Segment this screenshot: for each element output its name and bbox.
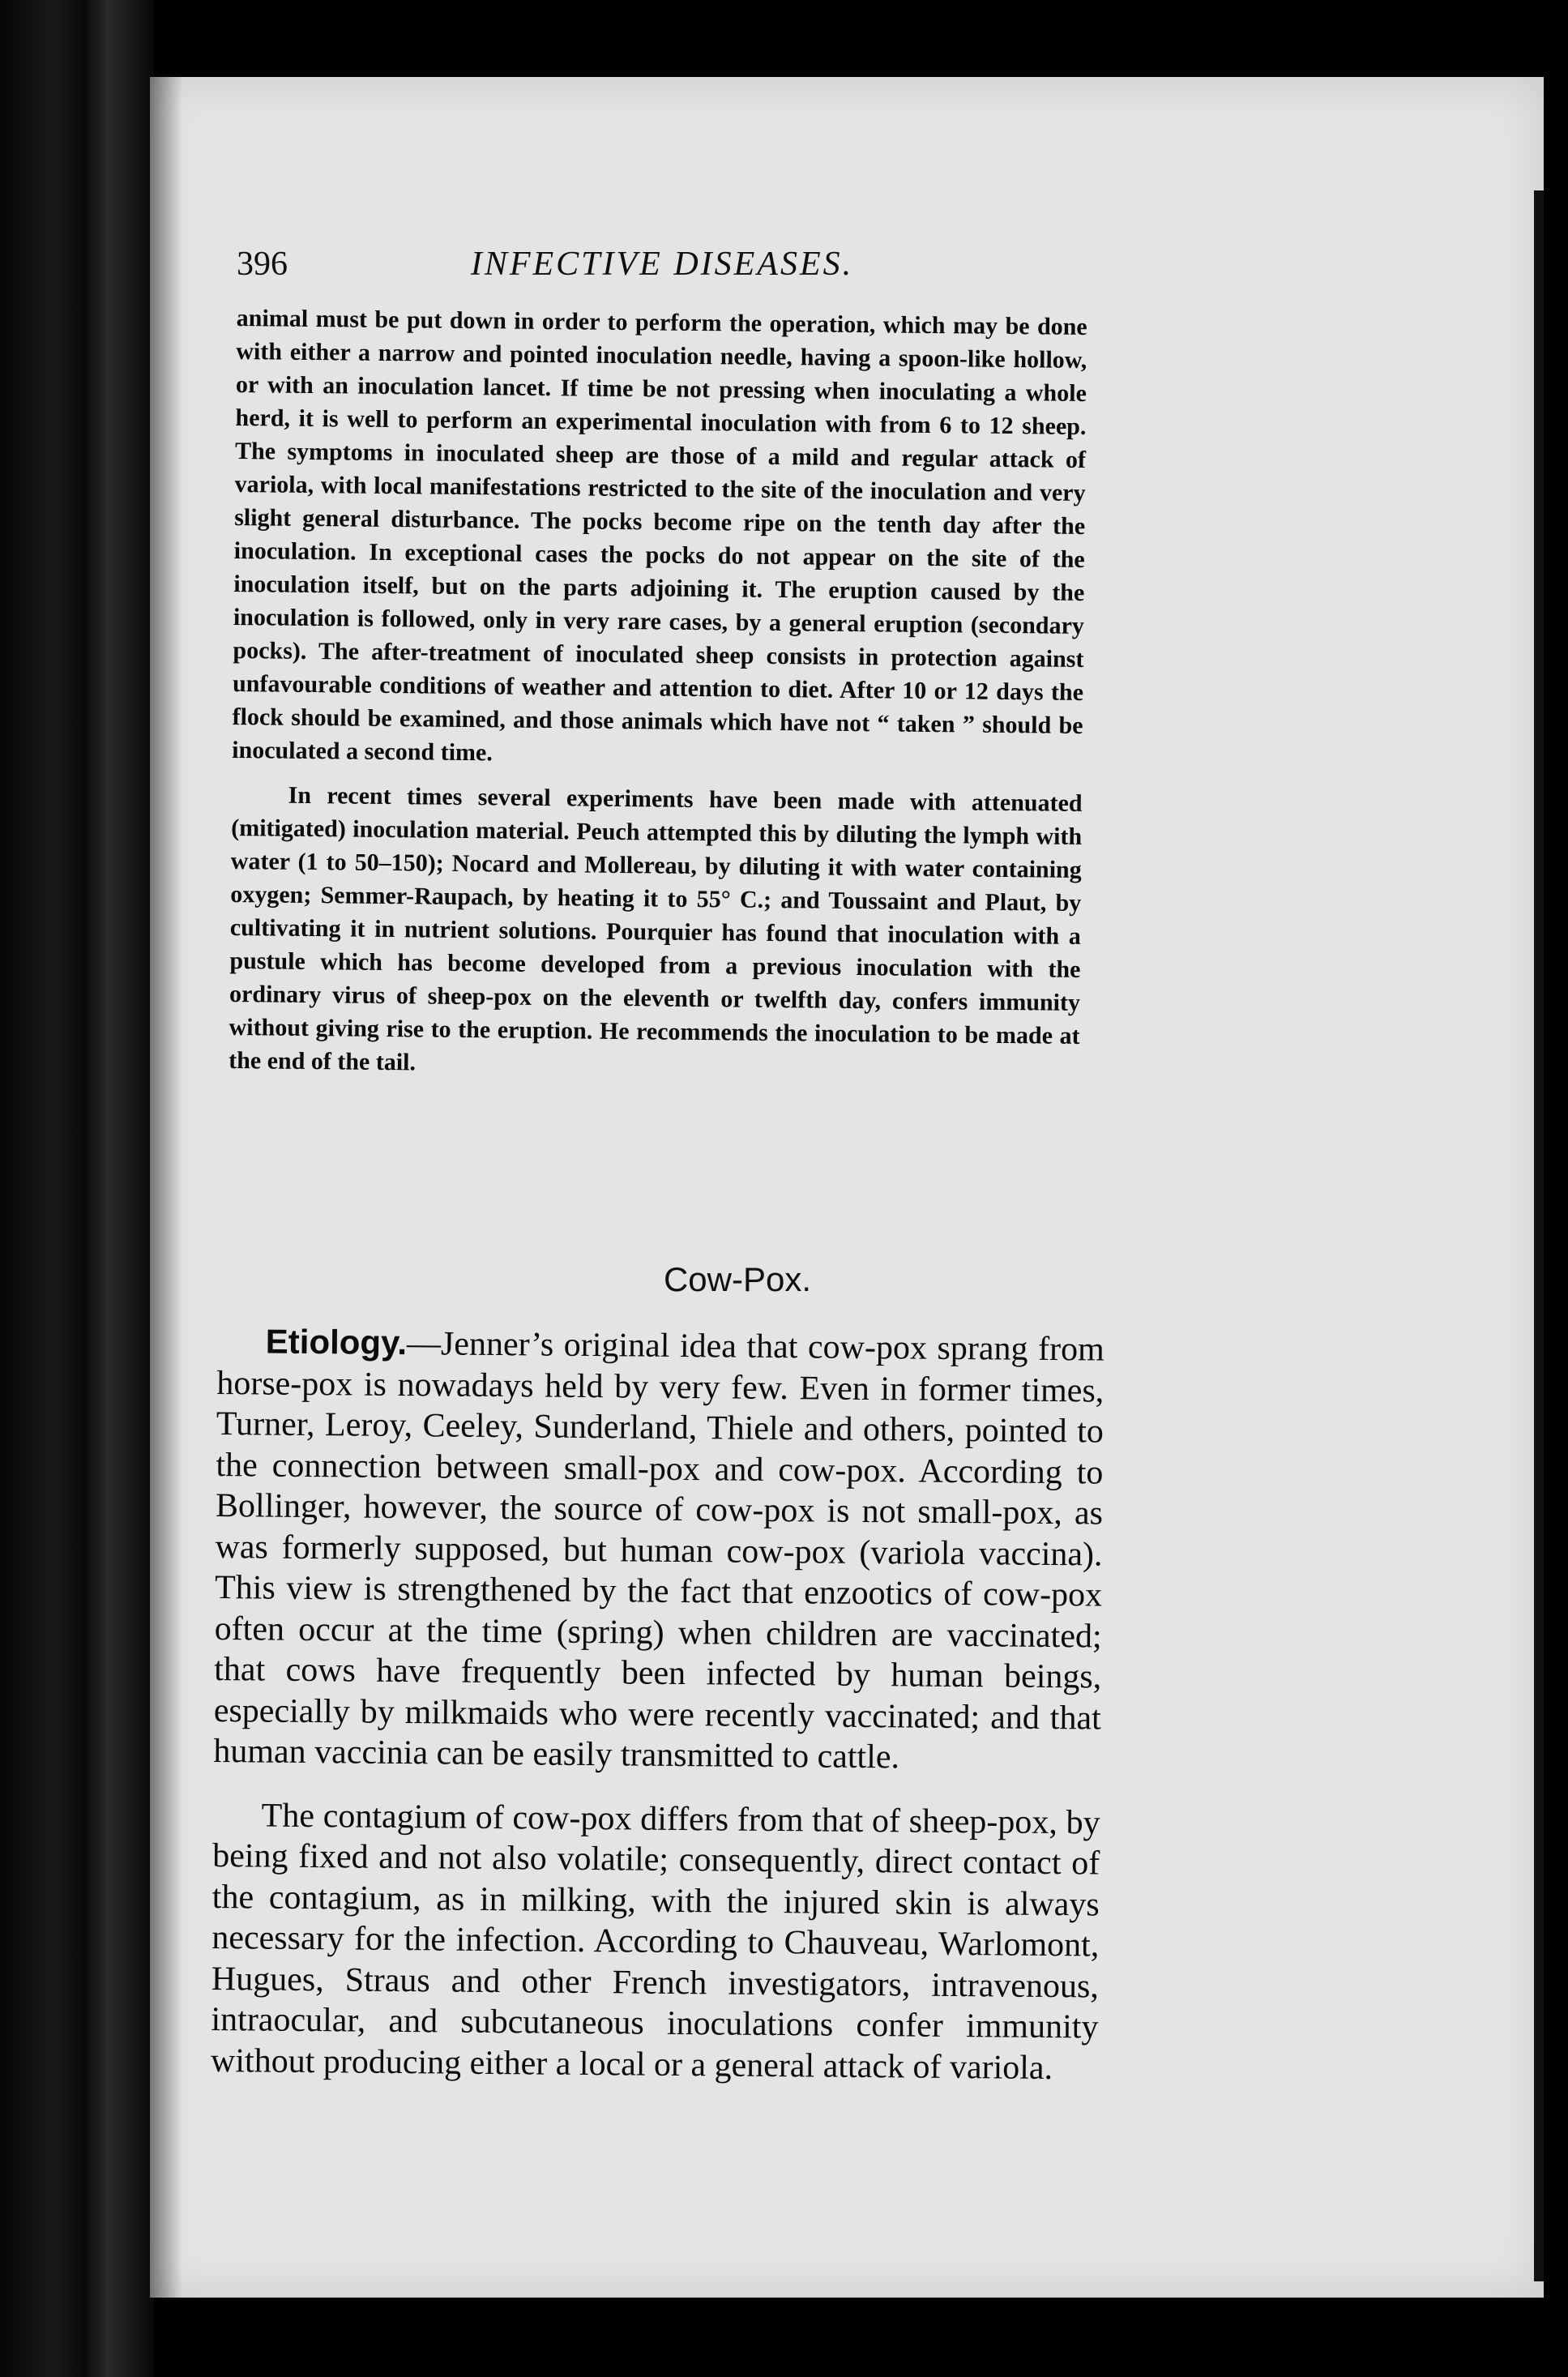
paragraph: The contagium of cow-pox differs from that of sheep-pox, by being fixed and not also volatile; consequently, direct contact of the contagium, as in milking, with the injured skin is always necessary for the infection. According to Chauveau, Warlomont, Hugues, Straus and other French investigators, intravenous, intraocular, and subcutaneous inoculations confer immunity without producing either a local or a general attack of variola. [210, 1797, 1100, 2087]
run-in-heading: Etiology. [265, 1322, 408, 1362]
paragraph: animal must be put down in order to perform the operation, which may be done with either a narrow and pointed inoculation needle, having a spoon-like hollow, or with an inoculation lancet. If time be not pressing when inoculating a whole herd, it is well to perform an experimental inoculation with from 6 to 12 sheep. The symptoms in inoculated sheep are those of a mild and regular attack of variola, with local manifestations restricted to the site of the inoculation and very slight general disturbance. The pocks become ripe on the tenth day after the inoculation. In exceptional cases the pocks do not appear on the site of the inoculation itself, but on the parts adjoining it. The eruption caused by the inoculation is followed, only in very rare cases, by a general eruption (secondary pocks). The after-treatment of inoculated sheep consists in protection against unfavourable conditions of weather and attention to diet. After 10 or 12 days the flock should be examined, and those animals which have not “ taken ” should be inoculated a second time. [232, 304, 1087, 767]
page-gutter-shadow [150, 77, 182, 2298]
film-margin-right [1544, 0, 1568, 2377]
running-head: INFECTIVE DISEASES. [470, 246, 854, 283]
paragraph [213, 1321, 1104, 1780]
cow-pox-section [211, 1321, 1104, 2089]
page-header [237, 237, 1087, 285]
page-edge-dark [1534, 190, 1544, 2281]
paragraph-body: —Jenner’s original idea that cow-pox sprang from horse-pox is nowadays held by very few. Even in former times, Turner, Leroy, Ceeley, Sunderland, Thiele and others, pointed to the connection between small-pox and cow-pox. According to Bollinger, however, the source of cow-pox is not small-pox, as was formerly supposed, but human cow-pox (variola vaccina). This view is strengthened by the fact that enzootics of cow-pox often occur at the time (spring) when children are vaccinated; that cows have frequently been infected by human beings, especially by milkmaids who were recently vaccinated; and that human vaccinia can be easily transmitted to cattle. [213, 1325, 1104, 1776]
sheep-pox-continuation [229, 301, 1087, 1086]
paragraph: In recent times several experiments have been made with attenuated (mitigated) inoculation material. Peuch attempted this by diluting the lymph with water (1 to 50–150); Nocard and Mollereau, by diluting it with water containing oxygen; Semmer-Raupach, by heating it to 55° C.; and Toussaint and Plaut, by cultivating it in nutrient solutions. Pourquier has found that inoculation with a pustule which has become developed from a previous inoculation with the ordinary virus of sheep-pox on the eleventh or twelfth day, confers immunity without giving rise to the eruption. He recommends the inoculation to be made at the end of the tail. [229, 781, 1083, 1076]
page-number: 396 [237, 246, 288, 283]
section-heading: Cow-Pox. [663, 1260, 812, 1298]
film-margin-left [0, 0, 154, 2377]
